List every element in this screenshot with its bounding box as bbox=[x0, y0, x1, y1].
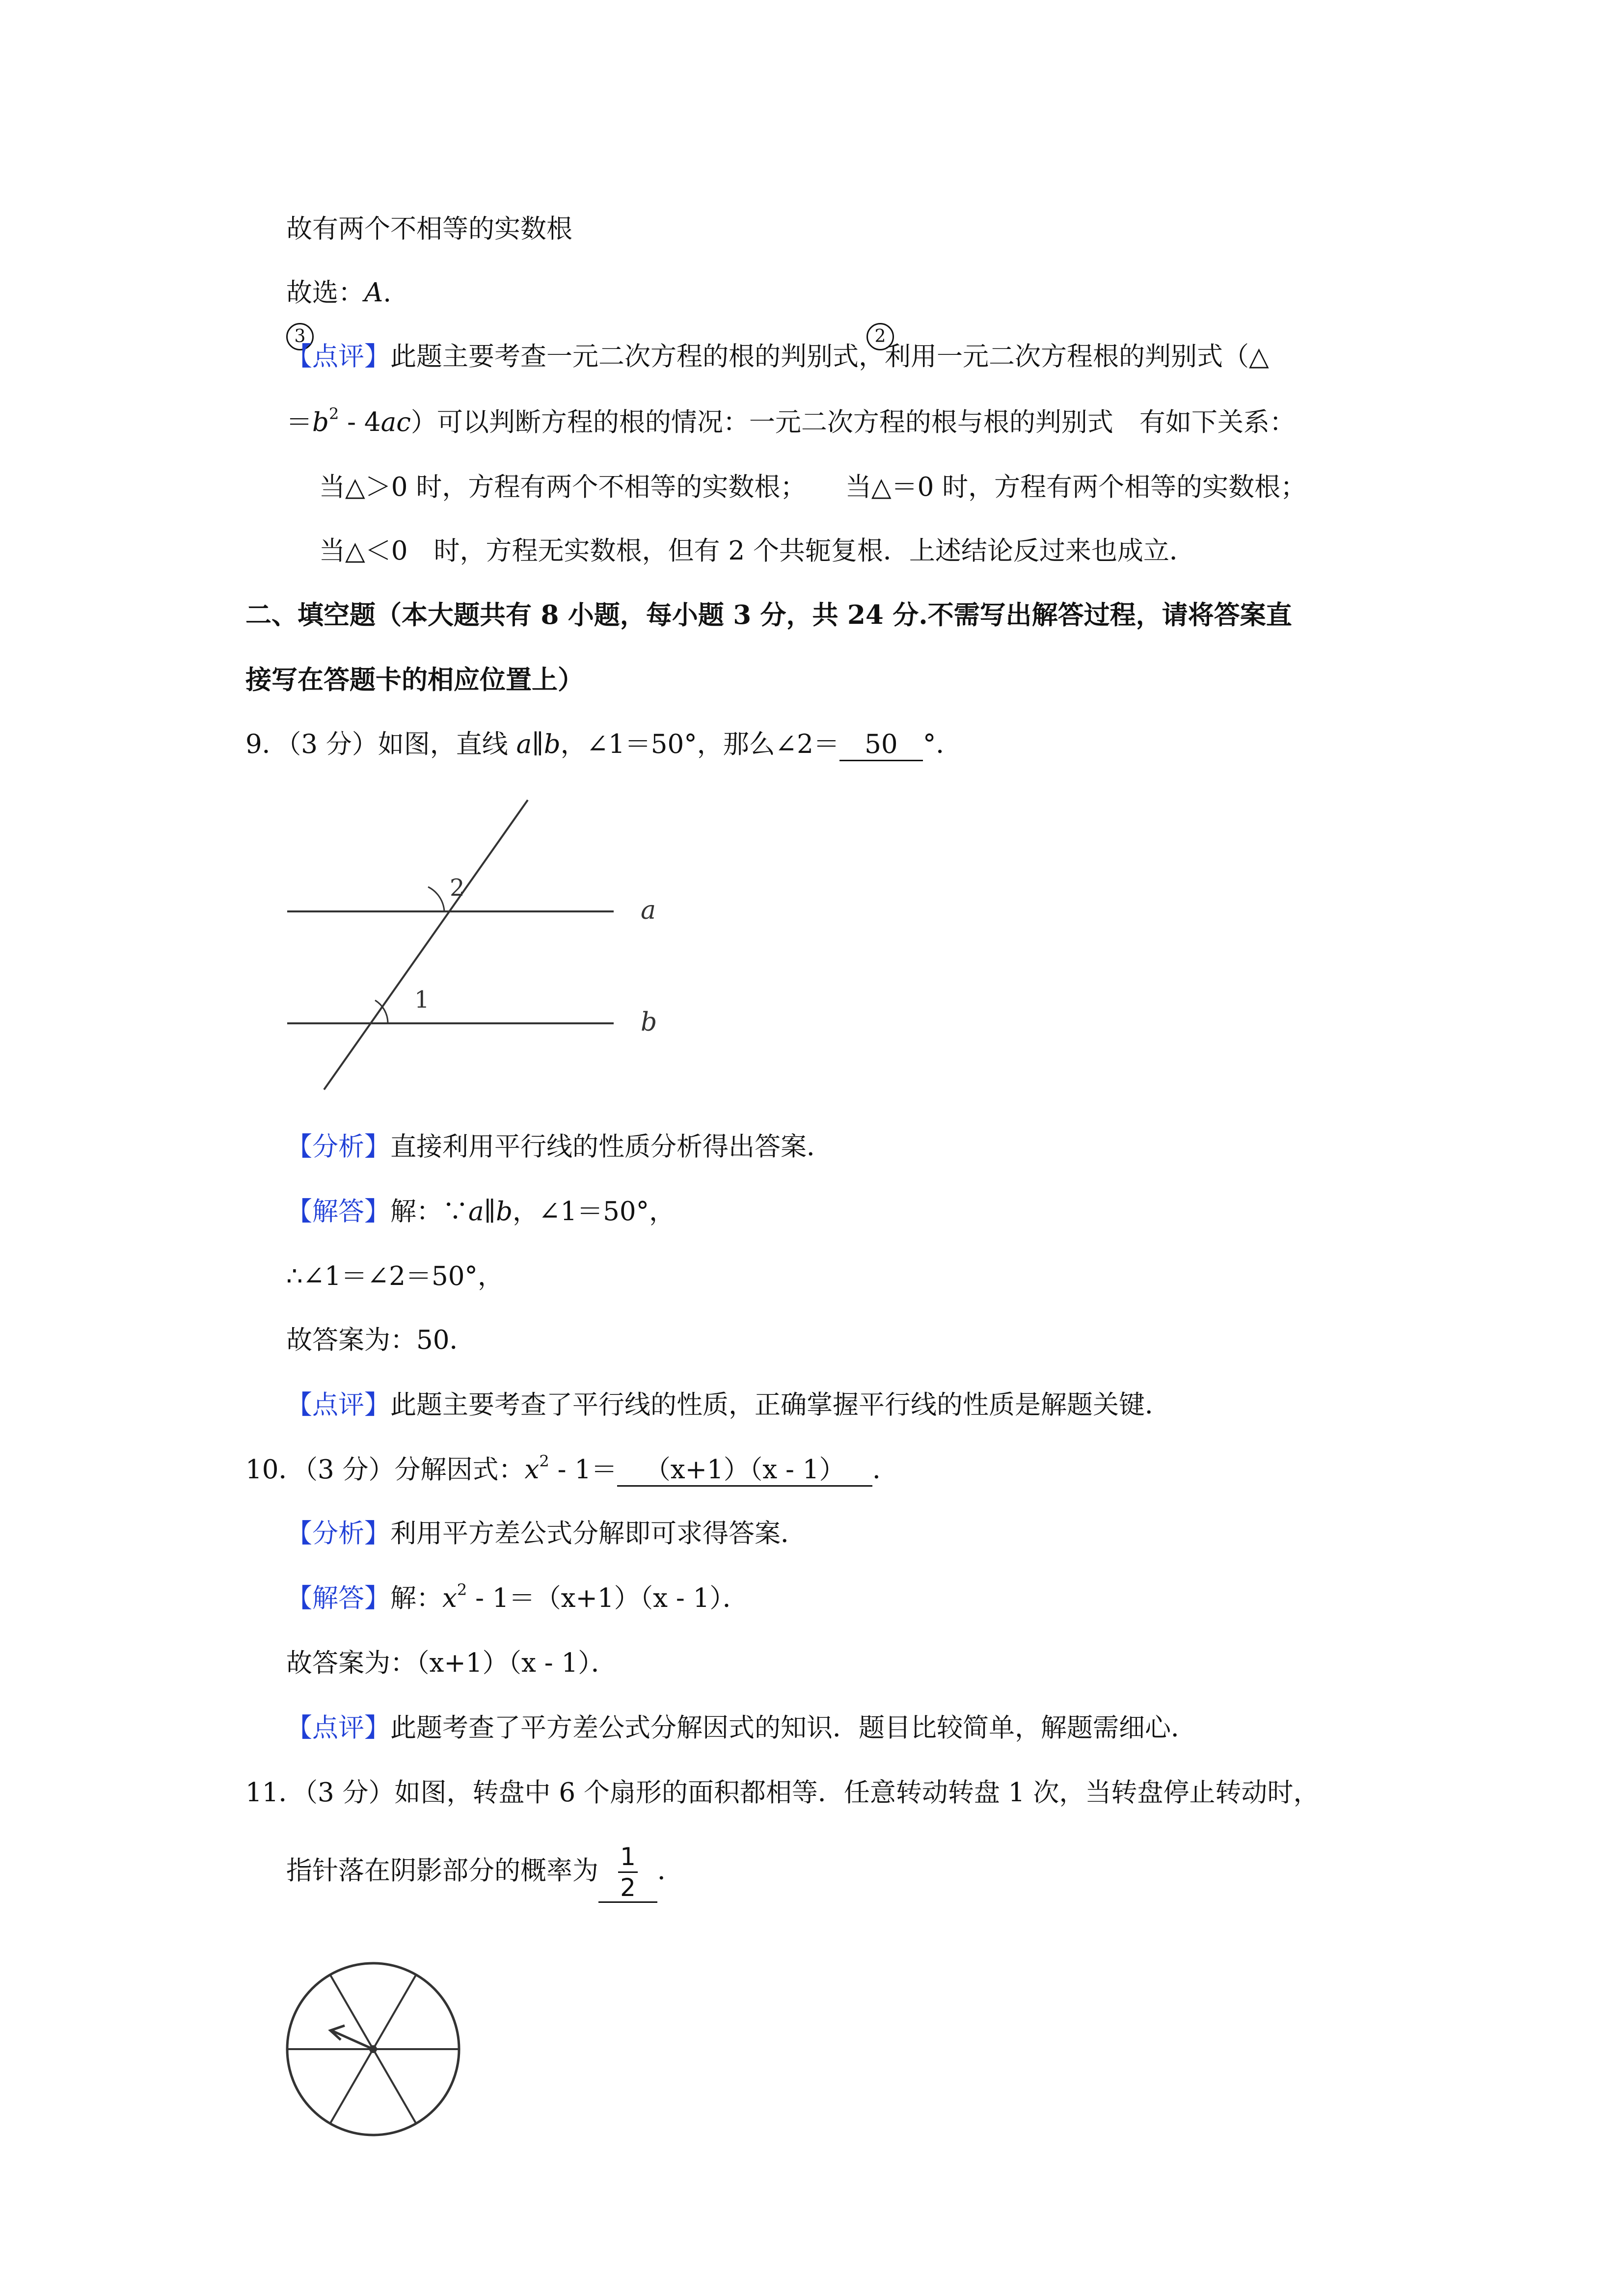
question-9-stem: 9．（3 分）如图，直线 a∥b，∠1＝50°，那么∠2＝ 50 °． bbox=[245, 727, 962, 762]
q9-analysis: 【分析】直接利用平行线的性质分析得出答案． bbox=[286, 1132, 833, 1162]
q10-final: 故答案为：（x+1）（x - 1）． bbox=[286, 1648, 617, 1678]
review-q8-line-1: 【点评】此题主要考查一元二次方程的根的判别式，利用一元二次方程根的判别式（△ bbox=[286, 342, 1269, 372]
q9-review: 【点评】此题主要考查了平行线的性质，正确掌握平行线的性质是解题关键． bbox=[286, 1390, 1171, 1420]
review-q8-line-4: 当△＜0 时，方程无实数根，但有 2 个共轭复根．上述结论反过来也成立． bbox=[319, 536, 1195, 566]
parallel-lines-figure bbox=[275, 790, 658, 1099]
review-tag: 【点评】 bbox=[286, 342, 390, 372]
question-10-stem: 10．（3 分）分解因式：$x^2 - 1= (x+1)(x - 1)$ ． bbox=[245, 1453, 898, 1487]
label-b: b bbox=[641, 1008, 657, 1037]
q9-therefore: ∴∠1＝∠2＝50°， bbox=[286, 1261, 504, 1291]
answer-blank: （x+1）（x - 1） bbox=[617, 1455, 872, 1487]
question-11-stem-cont: 指针落在阴影部分的概率为 $\frac{1}{2}$ ． bbox=[286, 1842, 683, 1902]
q10-review: 【点评】此题考查了平方差公式分解因式的知识．题目比较简单，解题需细心． bbox=[286, 1713, 1197, 1743]
review-q8-line-3: 当△＞0 时，方程有两个不相等的实数根； 当△＝0 时，方程有两个相等的实数根； bbox=[319, 472, 1307, 502]
circled-number: 2 bbox=[866, 323, 894, 350]
answer-blank: 50 bbox=[839, 729, 923, 761]
q10-solution: 【解答】解：$x^2 - 1=(x+1)(x - 1)$． bbox=[286, 1580, 749, 1613]
text-line: 故有两个不相等的实数根 bbox=[286, 214, 572, 244]
q9-solution: 【解答】解：∵a∥b，∠1＝50°， bbox=[286, 1197, 676, 1227]
circled-number: 3 bbox=[286, 323, 314, 350]
q10-analysis: 【分析】利用平方差公式分解即可求得答案． bbox=[286, 1519, 807, 1548]
review-q8-line-2: $=b^2 - 4ac$）可以判断方程的根的情况：一元二次方程的根与根的判别式 有如下关系： bbox=[286, 404, 1296, 437]
spinner-figure bbox=[277, 1953, 469, 2145]
angle-1-arc bbox=[375, 1000, 388, 1023]
transversal-line bbox=[324, 800, 528, 1090]
spinner-center bbox=[369, 2045, 377, 2053]
q9-final: 故答案为：50． bbox=[286, 1325, 476, 1355]
section-title-cont: 接写在答题卡的相应位置上） bbox=[245, 665, 584, 695]
label-a: a bbox=[641, 896, 656, 925]
label-angle-1: 1 bbox=[414, 986, 430, 1014]
angle-2-arc bbox=[428, 887, 444, 911]
question-11-stem: 11．（3 分）如图，转盘中 6 个扇形的面积都相等．任意转动转盘 1 次，当转盘停止转动时， bbox=[245, 1778, 1320, 1808]
label-angle-2: 2 bbox=[450, 874, 465, 902]
answer-fraction: $\frac{1}{2}$ bbox=[598, 1843, 657, 1903]
section-title: 二、填空题（本大题共有 8 小题，每小题 3 分，共 24 分.不需写出解答过程，请将答案直 bbox=[245, 600, 1292, 630]
text-line: 故选：A. bbox=[286, 278, 392, 308]
